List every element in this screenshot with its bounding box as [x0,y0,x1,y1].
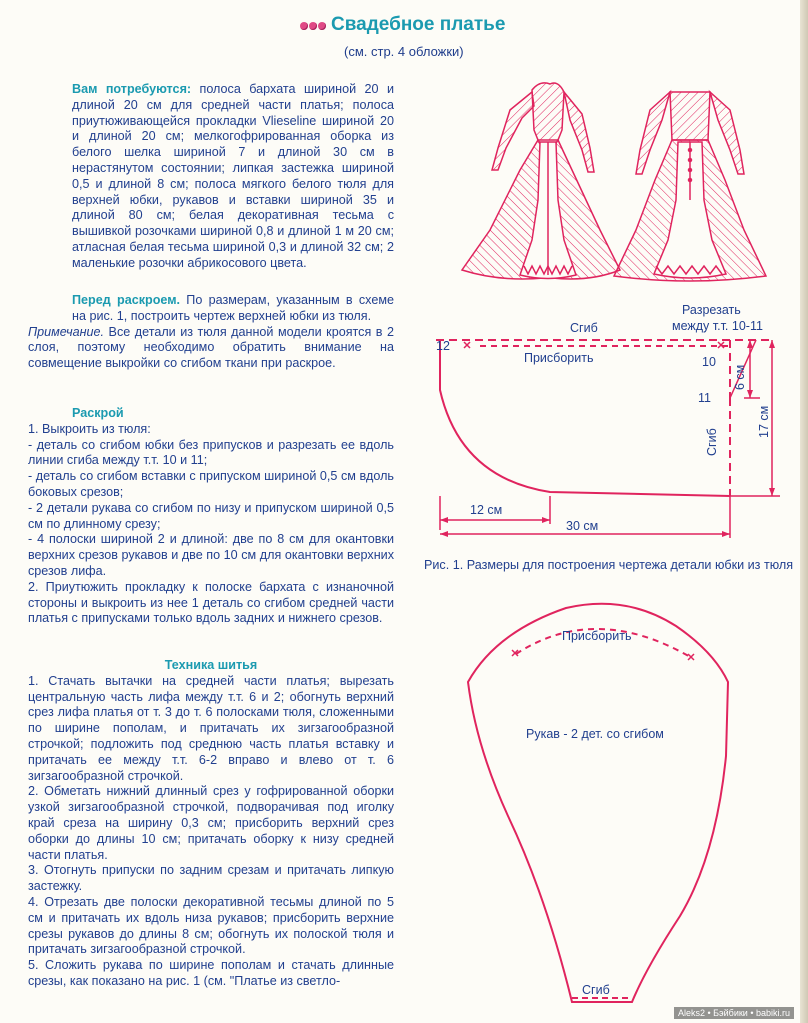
rose-ornament-icon [300,14,327,36]
dim-30cm: 30 см [566,519,599,533]
dress-back-view [462,83,620,279]
cutting-section [28,406,394,627]
materials-section [28,82,394,272]
page-edge [800,0,808,1023]
before-cut-section [28,293,394,372]
figure-caption: Рис. 1. Размеры для построения чертежа детали юбки из тюля [424,558,794,572]
dress-illustrations [440,70,780,290]
cutting-item: - 2 детали рукава со сгибом по низу и припуском шириной 0,5 см по длинному срезу; [28,500,394,531]
title-text: Свадебное платье [331,14,506,35]
note-text: Все детали из тюля данной модели кроятся в 2 слоя, поэтому необходимо обратить внимание на совмещение выкройки со сгибом ткани при раскрое. [28,324,394,371]
cutting-heading: Раскрой [72,406,124,420]
before-cut-text: По размерам, указанным в схеме на рис. 1, построить чертеж верхней юбки из тюля. [72,293,394,323]
gather-label: Присборить [524,351,594,365]
sleeve-fold-label: Сгиб [582,983,610,997]
sewing-item: 5. Сложить рукава по ширине пополам и стачать длинные срезы, как показано на рис. 1 (см. "Платье из светло- [28,958,394,988]
cutting-item: - деталь со сгибом юбки без припусков и разрезать ее вдоль линии сгиба между т.т. 10 и 11; [28,437,394,468]
watermark-credit: Aleks2 • Бэйбики • babiki.ru [674,1007,794,1019]
point-10: 10 [702,355,716,369]
dim-6cm: 6 см [733,364,747,390]
fold-label-side: Сгиб [705,428,719,456]
cutting-item: - деталь со сгибом вставки с припуском шириной 0,5 см вдоль боковых срезов; [28,469,394,499]
dim-17cm: 17 см [757,405,771,438]
sewing-heading: Техника шитья [164,658,258,672]
before-cut-heading: Перед раскроем. [72,293,181,307]
sleeve-label: Рукав - 2 дет. со сгибом [526,727,664,741]
sewing-item: 1. Стачать вытачки на средней части платья; вырезать центральную часть лифа между т.т. 6 и 2; обогнуть верхний срез лифа платья от т. 3 до т. 6 полосками тюля, сложенными по ширине пополам, и притачать их зигзагообразной строчкой; подложить под среднюю часть платья вставку и притачать ее между т.т. 6-2 вправо и влево от т. 6 зигзагообразной строчкой. [28,673,394,783]
point-12: 12 [436,339,450,353]
sleeve-outline [468,604,728,1002]
cutting-item: - 4 полоски шириной 2 и длиной: две по 8 см для окантовки верхних срезов рукавов и две по 10 см для окантовки верхних срезов лифа. [28,532,394,578]
sewing-item: 3. Отогнуть припуски по задним срезам и притачать липкую застежку. [28,863,394,894]
sleeve-pattern-diagram [456,596,756,1016]
materials-text: полоса бархата шириной 20 и длиной 20 см для средней части платья; полоса приутюживающейся прокладки Vlieseline шириной 20 и длиной 20 см; мелкогофрированная оборка из белого шелка шириной 7 и длиной 30 см в нерастянутом состоянии; липкая застежка шириной 0,5 и длиной 8 см; полоса мягкого белого тюля для верхней юбки, рукавов и вставки шириной 35 и длиной 80 см; белая декоративная тесьма с вышивкой розочками шириной 0,8 и длиной 1 м 20 см; атласная белая тесьма шириной 0,3 и длиной 32 см; 2 маленькие розочки абрикосового цвета. [72,82,394,270]
sewing-section [28,658,394,990]
dim-12cm: 12 см [470,503,503,517]
fold-label-top: Сгиб [570,321,598,335]
page-subtitle: (см. стр. 4 обложки) [344,44,464,59]
sewing-item: 4. Отрезать две полоски декоративной тесьмы длиной по 5 см и притачать их вдоль низа рукавов; присборить верхние срезы рукавов до длины 8 см; обогнуть их полоской тюля и притачать зигзагообразной строчкой. [28,894,394,957]
sleeve-gather-label: Присборить [562,629,632,643]
dress-front-view [614,92,766,281]
point-11: 11 [698,391,711,405]
cut-label-line2: между т.т. 10-11 [672,319,763,333]
materials-heading: Вам потребуются: [72,82,192,96]
note-label: Примечание. [28,324,105,339]
sewing-item: 2. Обметать нижний длинный срез у гофрированной оборки узкой зигзагообразной строчкой, подворачивая под иголку край среза на ширину 0,3 см; присборить верхний срез оборки до длины 10 см; притачать оборку к низу средней части платья. [28,784,394,862]
skirt-pattern-diagram [420,298,800,548]
page-title [300,14,560,36]
cut-label-line1: Разрезать [682,303,741,317]
cutting-item: 2. Приутюжить прокладку к полоске бархата с изнаночной стороны и выкроить из нее 1 деталь со сгибом средней части платья с припусками только вдоль задних и нижнего срезов. [28,579,394,626]
cutting-item: 1. Выкроить из тюля: [28,421,151,436]
